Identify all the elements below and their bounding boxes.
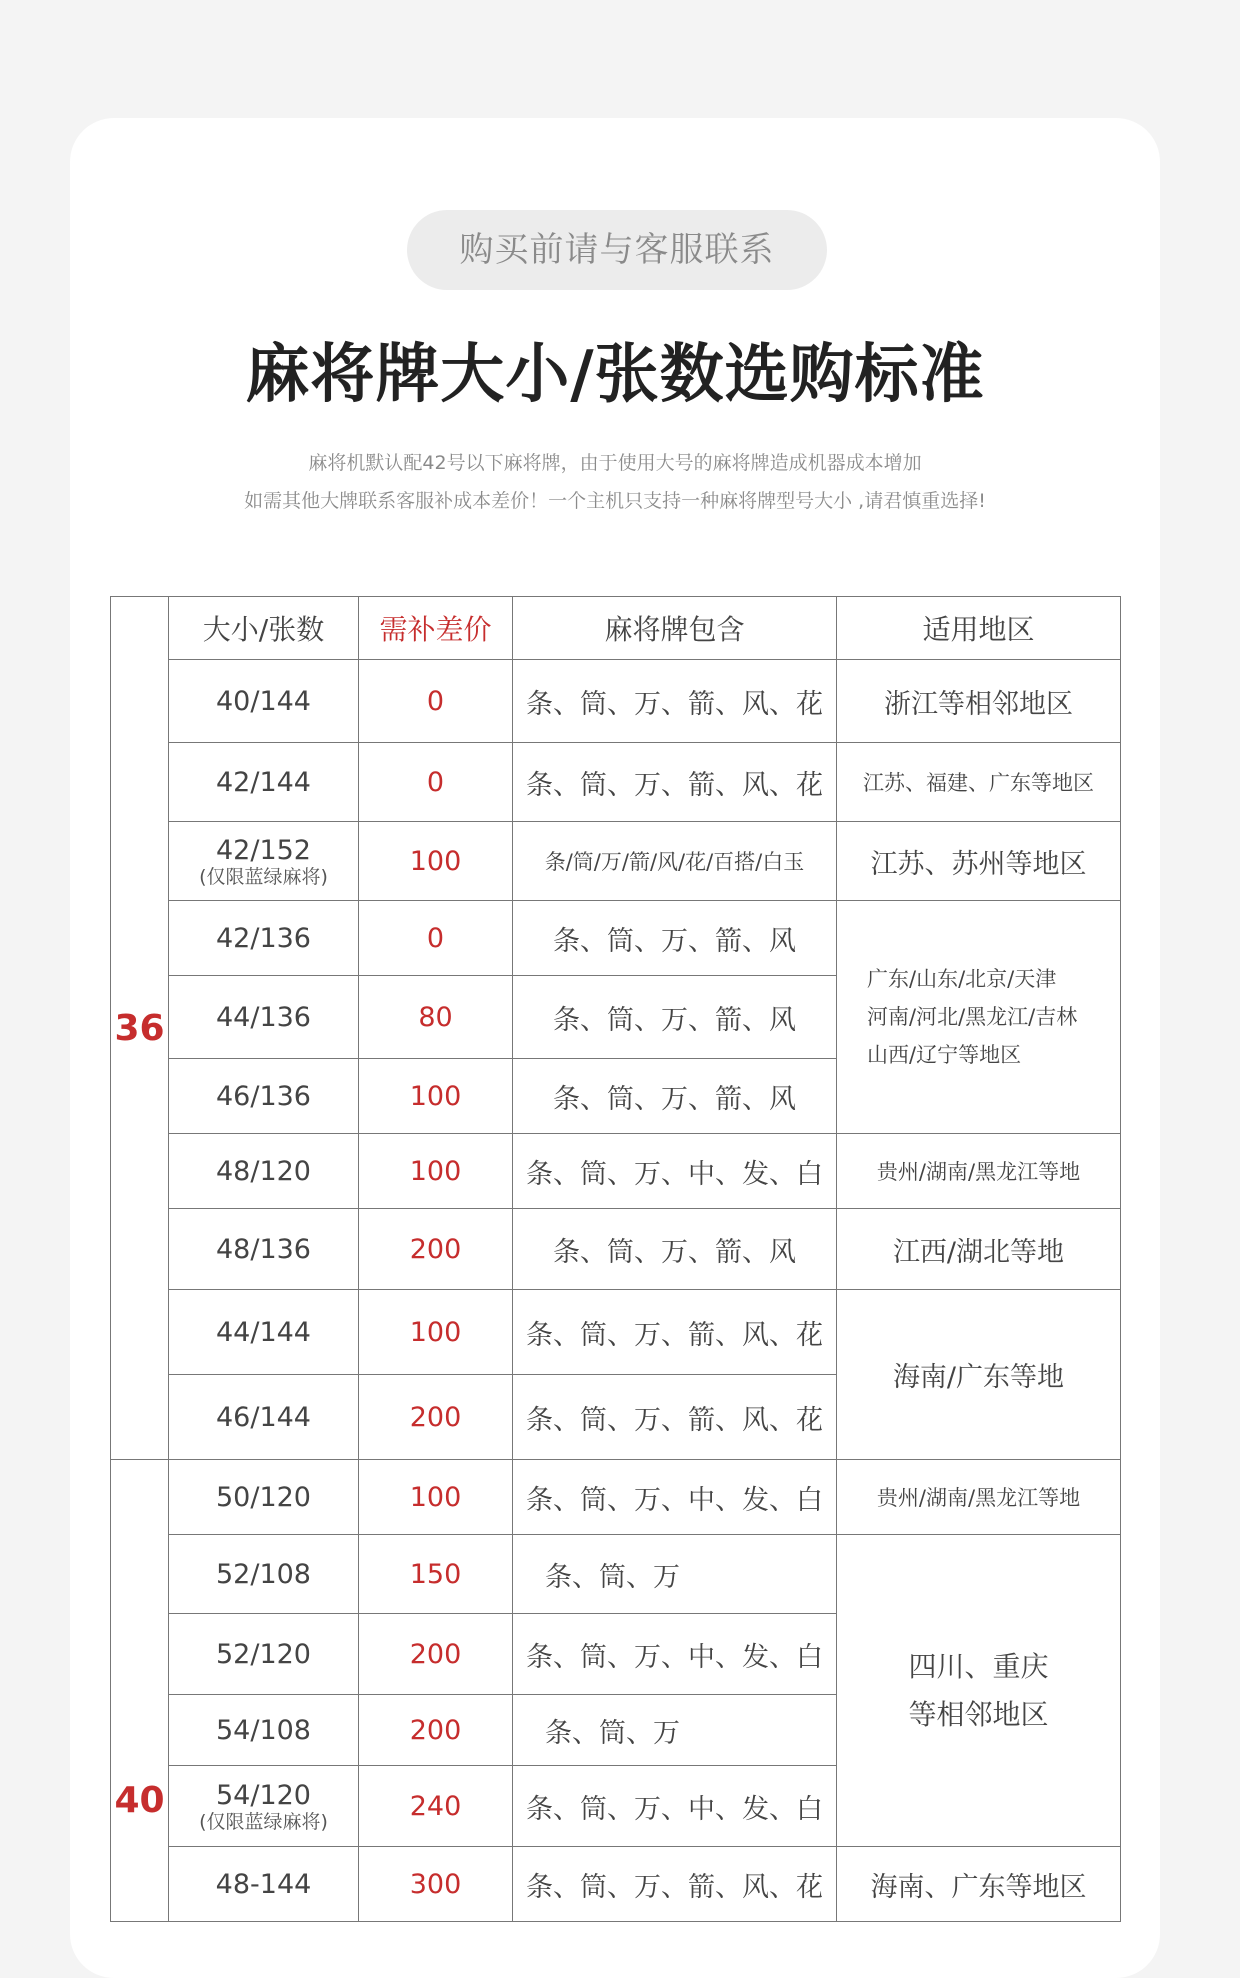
price-cell: 100 (359, 822, 513, 901)
region-cell: 江苏、苏州等地区 (837, 822, 1121, 901)
table-row (111, 1209, 1121, 1290)
size-cell: 48-144 (169, 1847, 359, 1922)
region-line: 山西/辽宁等地区 (867, 1043, 1022, 1067)
page-title: 麻将牌大小/张数选购标准 (245, 338, 985, 412)
size-cell: 44/136 (169, 976, 359, 1059)
tiles-cell: 条/筒/万/箭/风/花/百搭/白玉 (513, 822, 837, 901)
tiles-cell: 条、筒、万、中、发、白 (513, 1460, 837, 1535)
size-cell: 48/136 (169, 1209, 359, 1290)
price-cell: 80 (359, 976, 513, 1059)
tiles-cell: 条、筒、万、箭、风 (513, 976, 837, 1059)
tiles-cell: 条、筒、万、中、发、白 (513, 1614, 837, 1695)
region-line: 四川、重庆 (908, 1649, 1049, 1683)
region-cell: 江西/湖北等地 (837, 1209, 1121, 1290)
size-cell: 46/136 (169, 1059, 359, 1134)
tiles-cell: 条、筒、万、箭、风、花 (513, 743, 837, 822)
size-cell: 40/144 (169, 660, 359, 743)
size-note: (仅限蓝绿麻将) (199, 865, 328, 888)
table-row (111, 1134, 1121, 1209)
size-cell: 54/108 (169, 1695, 359, 1766)
size-cell (169, 822, 359, 901)
content-card (70, 118, 1160, 1978)
region-line: 等相邻地区 (908, 1697, 1049, 1731)
price-cell: 200 (359, 1375, 513, 1460)
size-value: 54/120 (216, 1779, 311, 1811)
price-cell: 100 (359, 1290, 513, 1375)
region-line: 广东/山东/北京/天津 (867, 967, 1057, 991)
group-label-36: 36 (111, 597, 169, 1460)
price-cell: 300 (359, 1847, 513, 1922)
table-row (111, 743, 1121, 822)
selection-standard-table (110, 596, 1121, 1922)
size-cell: 42/144 (169, 743, 359, 822)
tiles-cell: 条、筒、万、箭、风、花 (513, 660, 837, 743)
size-value: 42/152 (216, 834, 311, 866)
region-cell: 海南、广东等地区 (837, 1847, 1121, 1922)
tiles-cell: 条、筒、万 (513, 1535, 837, 1614)
header-tiles: 麻将牌包含 (513, 597, 837, 660)
tiles-cell: 条、筒、万、中、发、白 (513, 1134, 837, 1209)
table-row (111, 901, 1121, 976)
tiles-cell: 条、筒、万、箭、风、花 (513, 1375, 837, 1460)
size-cell: 46/144 (169, 1375, 359, 1460)
description-line-1: 麻将机默认配42号以下麻将牌，由于使用大号的麻将牌造成机器成本增加 (308, 452, 922, 474)
region-line: 河南/河北/黑龙江/吉林 (867, 1005, 1078, 1029)
size-cell (169, 1766, 359, 1847)
tiles-cell: 条、筒、万、箭、风 (513, 1209, 837, 1290)
header-region: 适用地区 (837, 597, 1121, 660)
region-cell: 贵州/湖南/黑龙江等地 (837, 1134, 1121, 1209)
region-cell (837, 901, 1121, 1134)
table-row (111, 660, 1121, 743)
tiles-cell: 条、筒、万、中、发、白 (513, 1766, 837, 1847)
table-row (111, 1290, 1121, 1375)
price-cell: 100 (359, 1134, 513, 1209)
region-cell: 江苏、福建、广东等地区 (837, 743, 1121, 822)
table-row (111, 1535, 1121, 1614)
size-cell: 44/144 (169, 1290, 359, 1375)
region-cell (837, 1535, 1121, 1847)
price-cell: 0 (359, 901, 513, 976)
price-cell: 100 (359, 1059, 513, 1134)
region-cell: 浙江等相邻地区 (837, 660, 1121, 743)
size-note: (仅限蓝绿麻将) (199, 1810, 328, 1833)
description-line-2: 如需其他大牌联系客服补成本差价！一个主机只支持一种麻将牌型号大小 ,请君慎重选择! (244, 490, 986, 512)
region-cell: 贵州/湖南/黑龙江等地 (837, 1460, 1121, 1535)
price-cell: 0 (359, 660, 513, 743)
header-price: 需补差价 (359, 597, 513, 660)
price-cell: 240 (359, 1766, 513, 1847)
table-row (111, 1847, 1121, 1922)
price-cell: 200 (359, 1614, 513, 1695)
tiles-cell: 条、筒、万 (513, 1695, 837, 1766)
size-cell: 50/120 (169, 1460, 359, 1535)
region-cell: 海南/广东等地 (837, 1290, 1121, 1460)
price-cell: 0 (359, 743, 513, 822)
tiles-cell: 条、筒、万、箭、风 (513, 901, 837, 976)
tiles-cell: 条、筒、万、箭、风 (513, 1059, 837, 1134)
tiles-cell: 条、筒、万、箭、风、花 (513, 1290, 837, 1375)
size-cell: 48/120 (169, 1134, 359, 1209)
size-cell: 52/108 (169, 1535, 359, 1614)
price-cell: 100 (359, 1460, 513, 1535)
size-cell: 42/136 (169, 901, 359, 976)
price-cell: 150 (359, 1535, 513, 1614)
tiles-cell: 条、筒、万、箭、风、花 (513, 1847, 837, 1922)
contact-notice-badge: 购买前请与客服联系 (407, 210, 827, 290)
price-cell: 200 (359, 1695, 513, 1766)
header-size: 大小/张数 (169, 597, 359, 660)
table-row (111, 822, 1121, 901)
price-cell: 200 (359, 1209, 513, 1290)
table-header-row (111, 597, 1121, 660)
size-cell: 52/120 (169, 1614, 359, 1695)
group-label-40: 40 (111, 1460, 169, 1922)
table-row (111, 1460, 1121, 1535)
